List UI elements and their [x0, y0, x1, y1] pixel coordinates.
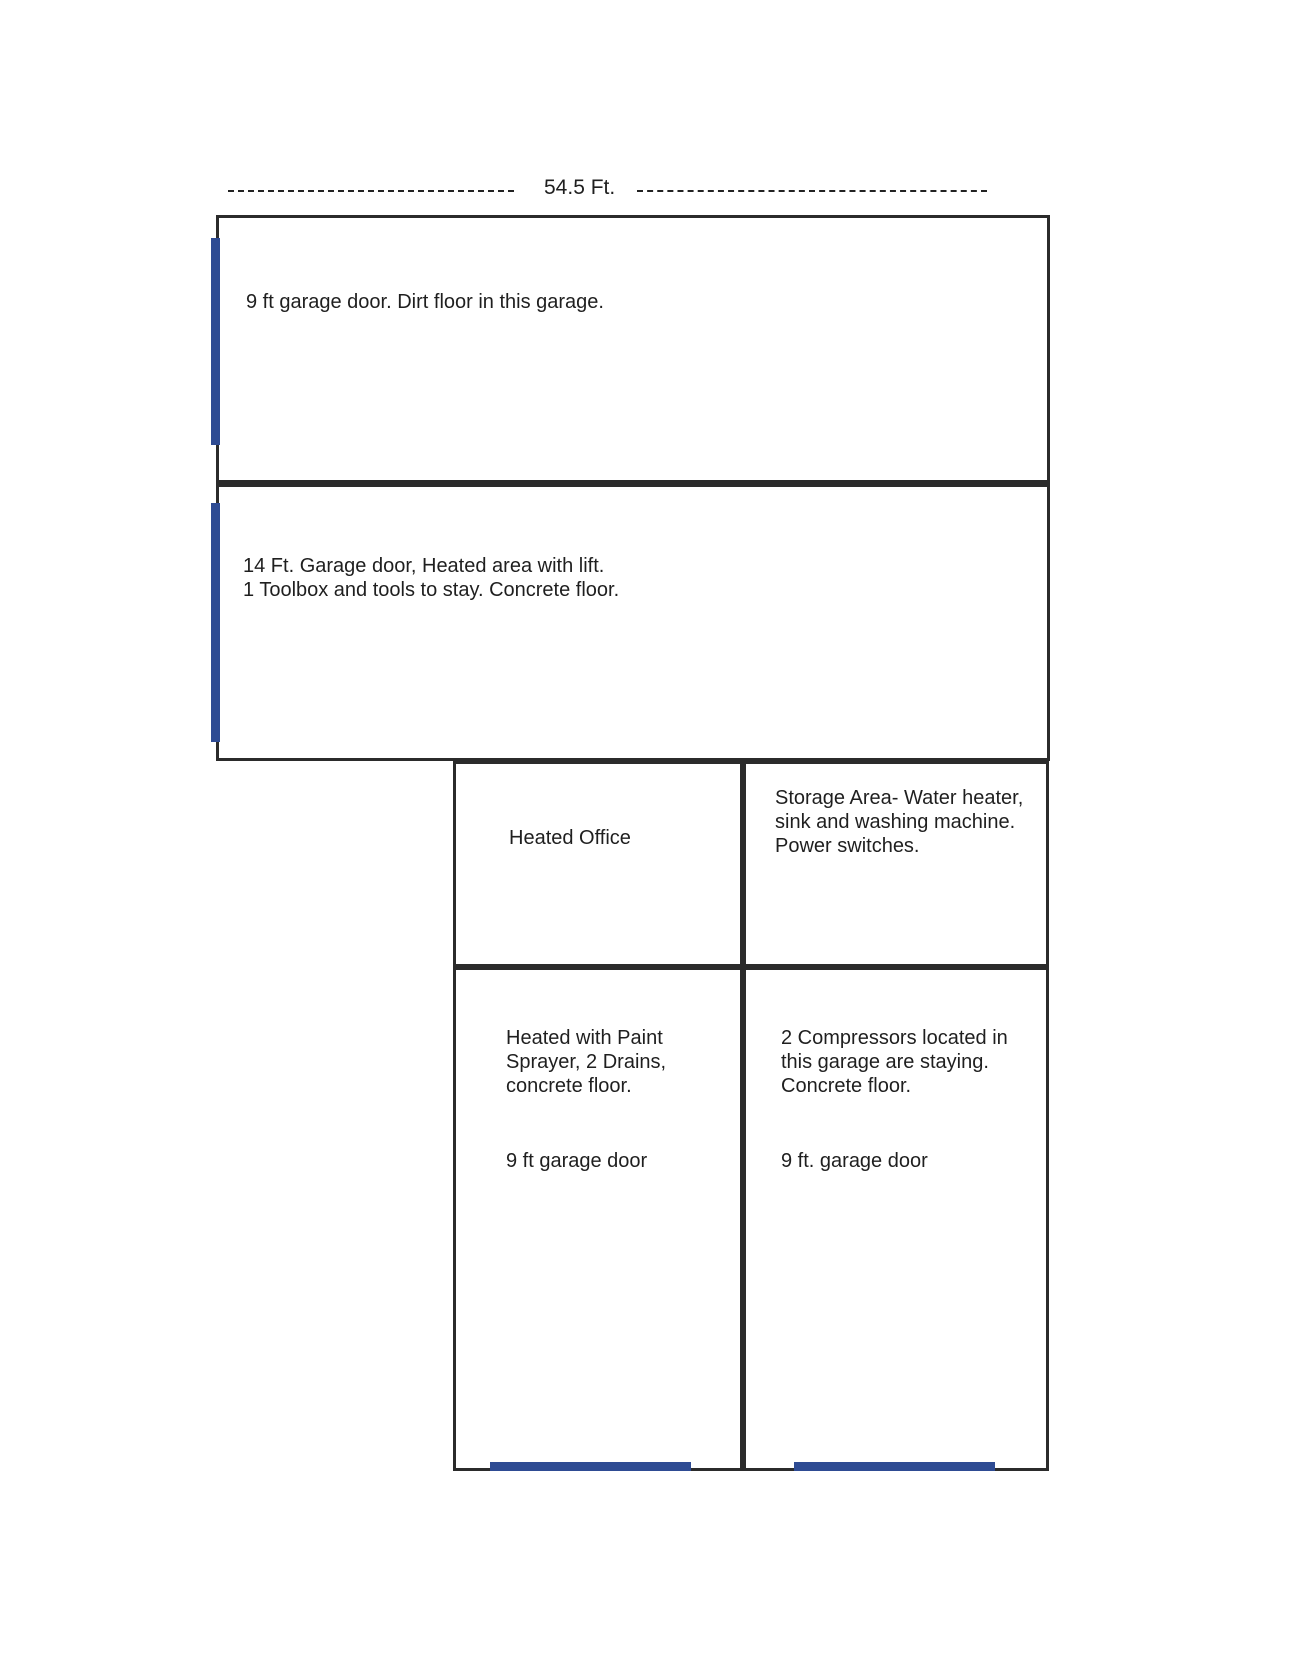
room-storage-area-label: Storage Area- Water heater, sink and washing machine. Power switches.: [775, 787, 1024, 857]
room-garage-middle-line1: 14 Ft. Garage door, Heated area with lift.: [243, 555, 605, 577]
room-paint-bay-description: Heated with Paint Sprayer, 2 Drains, concrete floor.: [506, 1027, 667, 1097]
room-heated-office-label: Heated Office: [509, 827, 631, 849]
room-heated-office: [453, 761, 744, 969]
room-paint-bay: [453, 965, 744, 1471]
room-storage-area: [742, 761, 1049, 969]
room-compressor-bay-description: 2 Compressors located in this garage are staying. Concrete floor.: [781, 1027, 1008, 1097]
wall-divider-lower-horizontal: [453, 964, 1049, 970]
dimension-line-right: [637, 190, 987, 192]
room-compressor-bay-door-label: 9 ft. garage door: [781, 1150, 928, 1172]
room-garage-top-label: 9 ft garage door. Dirt floor in this garage.: [246, 291, 604, 313]
room-garage-top: [216, 215, 1050, 483]
dimension-line-left: [228, 190, 514, 192]
garage-door-middle: [211, 503, 220, 742]
room-garage-middle: [216, 484, 1050, 761]
room-paint-bay-door-label: 9 ft garage door: [506, 1150, 648, 1172]
dimension-label: 54.5 Ft.: [544, 176, 616, 199]
garage-door-compressor-bay: [794, 1462, 995, 1471]
wall-divider-lower-vertical: [740, 761, 746, 1471]
garage-door-paint-bay: [490, 1462, 691, 1471]
garage-door-top: [211, 238, 220, 445]
room-garage-middle-line2: 1 Toolbox and tools to stay. Concrete floor.: [243, 579, 620, 601]
room-compressor-bay: [742, 965, 1049, 1471]
